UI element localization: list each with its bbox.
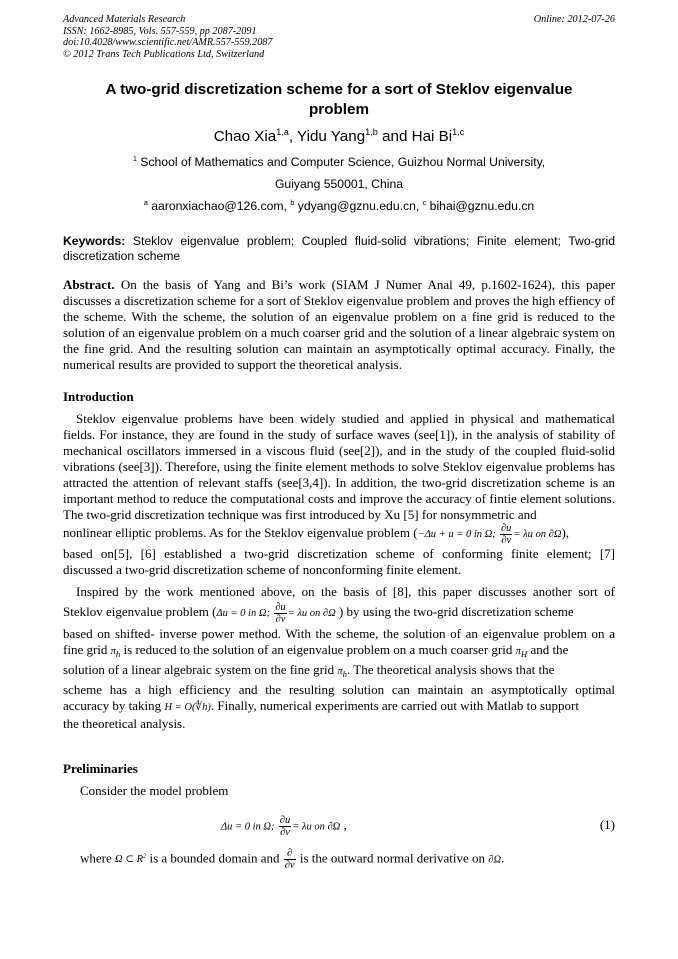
issn-line: ISSN: 1662-8985, Vols. 557-559, pp 2087-2091 [63, 25, 257, 37]
author-affil-sup: 1,b [365, 126, 378, 137]
copyright-line: © 2012 Trans Tech Publications Ltd, Switzerland [63, 48, 265, 60]
journal-header [63, 14, 615, 60]
email-address: aaronxiachao@126.com, [147, 199, 291, 213]
text-line: the theoretical analysis. [63, 716, 186, 732]
equation-number: (1) [599, 817, 615, 832]
grid-symbol: $\pi_h$ [110, 646, 121, 660]
grid-symbol: $\pi_H$ [515, 646, 528, 660]
normal-derivative-fraction: $\frac{\partial}{\partial\nu}$ [284, 848, 295, 871]
inline-equation: Δu = 0 in Ω; [216, 608, 270, 619]
text-line: discussed a two-grid discretization scheme of nonconforming finite element. [63, 562, 462, 577]
affiliation-text: School of Mathematics and Computer Science, Guizhou Normal University, [136, 155, 546, 169]
author-separator: and [377, 128, 412, 145]
abstract-label: Abstract. [63, 277, 115, 292]
normal-derivative-fraction: $\frac{\partial u}{\partial\nu}$ [275, 601, 286, 625]
email-sup: a [143, 197, 148, 207]
title-line-2: problem [309, 101, 369, 118]
author-list [63, 128, 615, 145]
section-heading-introduction: Introduction [63, 389, 134, 404]
inline-equation: H = O(∜h) [164, 702, 211, 714]
abstract [63, 277, 615, 373]
affiliation-line-1 [63, 155, 615, 169]
email-line [63, 199, 615, 213]
email-sup: c [422, 197, 427, 207]
email-sup: b [290, 197, 295, 207]
inline-equation: −Δu + u = 0 in Ω; [417, 529, 496, 540]
email-address: bihai@gznu.edu.cn [426, 199, 535, 213]
normal-derivative-fraction: $\frac{\partial u}{\partial\nu}$ [500, 522, 512, 546]
author-affil-sup: 1,a [276, 126, 289, 137]
title-line-1: A two-grid discretization scheme for a sort of Steklov eigenvalue [105, 81, 573, 98]
grid-symbol: $\pi_h$ [337, 666, 348, 680]
intro-paragraph-1-cont [63, 522, 615, 578]
author-name: Hai Bi [411, 128, 453, 145]
text-line: solution of a linear algebraic system on the fine grid $\pi_h$. The theoretical analysis shows that the [63, 662, 555, 680]
author-separator: , [288, 128, 298, 145]
intro-paragraph-1: Steklov eigenvalue problems have been widely studied and applied in physical and mathematical fields. For instance, they are found in the study of surface waves (see[1]), in the analysis of stability of mechanical oscillators immersed in a viscous fluid (see[2]), and in the study of the coupled fluid-solid vibrations (see[3]). Therefore, using the finite element methods to solve Steklov eigenvalue problems has attracted the attention of relevant staffs (see[3,4]). In addition, the two-grid discretization scheme is an important method to reduce the computational costs and improve the accuracy of fintie element solutions. The two-grid discretization technique was first introduced by Xu [5] for nonsymmetric and [63, 411, 615, 522]
normal-derivative-fraction: $\frac{\partial u}{\partial\nu}$ [279, 815, 291, 838]
text-line: scheme has a high efficiency and the resulting solution can maintain an asymptotically optimal [63, 682, 615, 698]
email-address: ydyang@gznu.edu.cn, [294, 199, 423, 213]
paper-title [63, 80, 615, 120]
text-line: nonlinear elliptic problems. As for the Steklov eigenvalue problem (−Δu + u = 0 in Ω; $\frac{\partial u}{\partial\nu}$ = λu on ∂Ω), [63, 522, 570, 546]
text-line: based on shifted- inverse power method. With the scheme, the solution of an eigenvalue problem on a [63, 626, 615, 641]
keywords-text: Steklov eigenvalue problem; Coupled fluid-solid vibrations; Finite element; Two-grid discretization scheme [63, 234, 615, 263]
abstract-text: On the basis of Yang and Bi’s work (SIAM J Numer Anal 49, p.1602-1624), this paper discusses a discretization scheme for a sort of Steklov eigenvalue problem and proves the high effiency of the scheme. With the scheme, the solution of an eigenvalue problem on a fine grid is reduced to the solution of an eigenvalue problem on a much coarser grid and the solution of a linear algebraic system on the fine grid. And the resulting solution can maintain an asymptotically optimal accuracy. Finally, the numerical results are provided to support the theoretical analysis. [63, 277, 615, 372]
text-line: based on[5], [6] established a two-grid discretization scheme of conforming finite element; [7] [63, 546, 615, 561]
affiliation-line-2: Guiyang 550001, China [274, 177, 404, 191]
doi-line: doi:10.4028/www.scientific.net/AMR.557-559.2087 [63, 37, 273, 49]
text-line: Steklov eigenvalue problem (Δu = 0 in Ω; $\frac{\partial u}{\partial\nu}$ = λu on ∂Ω ) by using the two-grid discretization scheme [63, 601, 574, 625]
text-line: fine grid $\pi_h$ is reduced to the solution of an eigenvalue problem on a much coarser grid $\pi_H$ and the [63, 642, 569, 660]
preliminaries-intro: Consider the model problem [80, 783, 229, 798]
author-name: Chao Xia [213, 128, 277, 145]
author-affil-sup: 1,c [452, 126, 465, 137]
inline-equation: Ω ⊂ $R^2$ [115, 852, 147, 866]
section-heading-preliminaries: Preliminaries [63, 761, 138, 776]
intro-paragraph-2 [63, 584, 615, 732]
keywords-label: Keywords: [63, 234, 126, 248]
journal-name: Advanced Materials Research [63, 14, 186, 25]
affiliation-sup: 1 [132, 153, 137, 163]
online-date: Online: 2012-07-26 [533, 14, 615, 25]
where-line: where Ω ⊂ $R^2$ is a bounded domain and $\frac{\partial}{\partial\nu}$ is the outward normal derivative on ∂Ω. [80, 848, 505, 871]
keywords [63, 234, 615, 264]
equation-body: Δu = 0 in Ω; $\frac{\partial u}{\partial\nu}$ = λu on ∂Ω , [221, 815, 347, 838]
text-line: accuracy by taking H = O(∜h). Finally, numerical experiments are carried out with Matlab to support [63, 698, 579, 714]
author-name: Yidu Yang [297, 128, 366, 145]
text-line: Inspired by the work mentioned above, on the basis of [8], this paper discusses another sort of [76, 584, 615, 599]
